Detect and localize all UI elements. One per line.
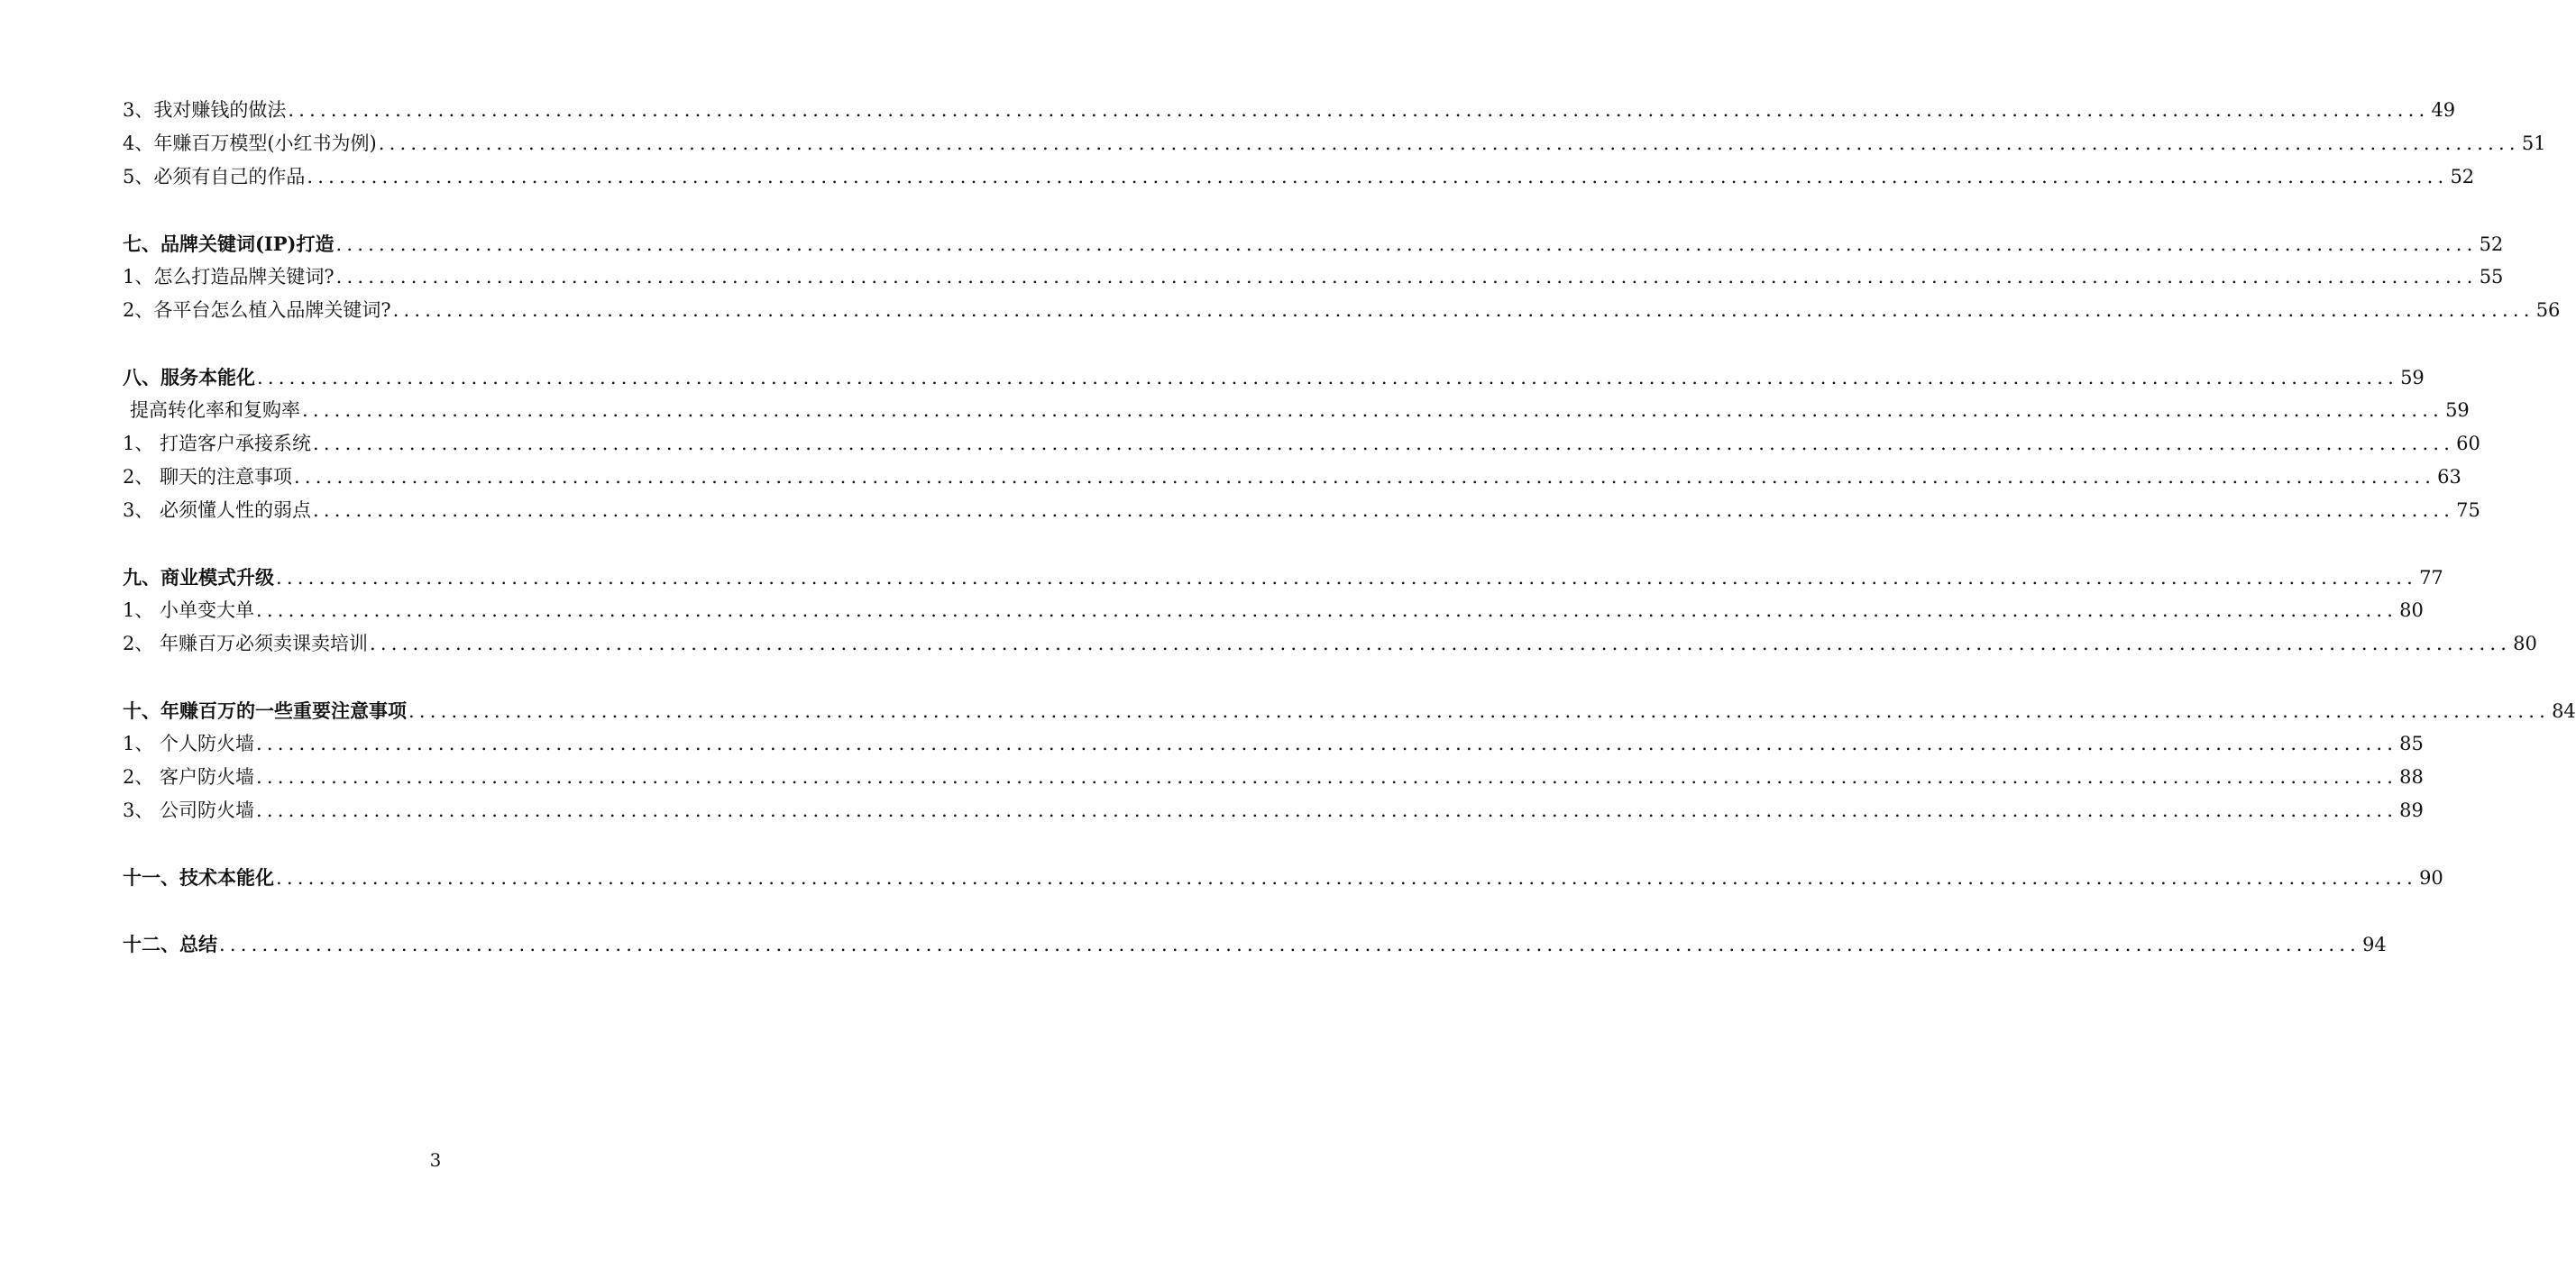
toc-entry-page: 63 (2437, 466, 2461, 488)
toc-entry-page: 52 (2450, 166, 2475, 187)
toc-subentry[interactable] (123, 461, 2461, 494)
toc-entry-page: 59 (2400, 367, 2425, 388)
toc-leader-dots: ........................................................................................................................................................................................................ (307, 166, 2449, 187)
toc-subentry[interactable] (123, 594, 2424, 627)
toc-entry-page: 85 (2399, 733, 2424, 754)
toc-leader-dots: ........................................................................................................................................................................................................ (335, 266, 2478, 288)
page-number: 3 (429, 1149, 442, 1171)
toc-chapter-entry[interactable] (123, 861, 2443, 894)
toc-entry-page: 89 (2399, 799, 2424, 821)
toc-subentry[interactable] (123, 794, 2424, 827)
toc-leader-dots: ........................................................................................................................................................................................................ (276, 567, 2418, 589)
toc-leader-dots: ........................................................................................................................................................................................................ (408, 700, 2551, 722)
toc-entry-page: 49 (2431, 99, 2456, 121)
table-of-contents (123, 94, 2576, 994)
toc-entry-label: 5、必须有自己的作品 (123, 166, 306, 187)
toc-leader-dots: ........................................................................................................................................................................................................ (392, 299, 2535, 321)
toc-section (123, 694, 2576, 827)
toc-subentry[interactable] (123, 160, 2475, 194)
toc-leader-dots: ........................................................................................................................................................................................................ (256, 766, 2398, 788)
toc-entry-label: 3、 必须懂人性的弱点 (123, 499, 312, 521)
toc-entry-page: 59 (2445, 399, 2470, 421)
toc-subentry[interactable] (123, 761, 2424, 794)
toc-entry-page: 94 (2362, 934, 2387, 955)
toc-entry-label: 2、 客户防火墙 (123, 766, 255, 788)
toc-entry-label: 十二、总结 (123, 933, 217, 955)
toc-leader-dots: ........................................................................................................................................................................................................ (257, 367, 2399, 388)
toc-subentry[interactable] (123, 127, 2546, 160)
toc-entry-label: 1、 个人防火墙 (123, 733, 255, 754)
toc-entry-page: 80 (2399, 599, 2424, 621)
toc-leader-dots: ........................................................................................................................................................................................................ (219, 934, 2361, 955)
toc-entry-label: 1、怎么打造品牌关键词? (123, 266, 335, 288)
toc-section (123, 927, 2387, 961)
toc-entry-label: 3、 公司防火墙 (123, 799, 255, 821)
toc-entry-page: 80 (2513, 633, 2537, 654)
toc-subentry[interactable] (123, 627, 2537, 661)
toc-section (123, 94, 2546, 194)
toc-leader-dots: ........................................................................................................................................................................................................ (256, 733, 2398, 754)
toc-chapter-entry[interactable] (123, 694, 2576, 727)
toc-entry-label: 2、 年赚百万必须卖课卖培训 (123, 633, 369, 654)
toc-section (123, 361, 2480, 527)
toc-subentry[interactable] (123, 727, 2424, 761)
toc-leader-dots: ........................................................................................................................................................................................................ (370, 633, 2512, 654)
toc-leader-dots: ........................................................................................................................................................................................................ (294, 466, 2436, 488)
toc-entry-label: 4、年赚百万模型(小红书为例) (123, 132, 377, 154)
toc-entry-label: 八、服务本能化 (123, 366, 255, 388)
toc-entry-page: 84 (2552, 700, 2576, 722)
toc-entry-page: 56 (2535, 299, 2561, 321)
toc-entry-label: 九、商业模式升级 (123, 566, 274, 589)
toc-entry-label: 提高转化率和复购率 (130, 399, 300, 421)
toc-entry-page: 88 (2399, 766, 2424, 788)
toc-entry-page: 60 (2456, 433, 2480, 454)
toc-chapter-entry[interactable] (123, 927, 2387, 961)
toc-subentry[interactable] (123, 427, 2480, 461)
toc-subentry[interactable] (123, 394, 2470, 427)
toc-entry-label: 3、我对赚钱的做法 (123, 99, 287, 121)
toc-leader-dots: ........................................................................................................................................................................................................ (313, 499, 2455, 521)
toc-leader-dots: ........................................................................................................................................................................................................ (288, 99, 2430, 121)
toc-entry-page: 55 (2479, 266, 2504, 288)
toc-chapter-entry[interactable] (123, 361, 2425, 394)
toc-chapter-entry[interactable] (123, 561, 2443, 594)
toc-subentry[interactable] (123, 294, 2561, 327)
toc-leader-dots: ........................................................................................................................................................................................................ (335, 233, 2478, 255)
toc-leader-dots: ........................................................................................................................................................................................................ (302, 399, 2444, 421)
toc-entry-label: 2、 聊天的注意事项 (123, 466, 293, 488)
toc-entry-page: 90 (2419, 867, 2443, 889)
toc-section (123, 227, 2561, 327)
toc-entry-label: 十一、技术本能化 (123, 866, 274, 889)
toc-subentry[interactable] (123, 494, 2480, 527)
toc-entry-label: 七、品牌关键词(IP)打造 (123, 233, 335, 255)
toc-leader-dots: ........................................................................................................................................................................................................ (276, 867, 2418, 889)
toc-entry-label: 1、 打造客户承接系统 (123, 433, 312, 454)
toc-leader-dots: ........................................................................................................................................................................................................ (378, 132, 2520, 154)
toc-leader-dots: ........................................................................................................................................................................................................ (256, 599, 2398, 621)
toc-entry-page: 77 (2419, 567, 2443, 589)
toc-entry-label: 十、年赚百万的一些重要注意事项 (123, 699, 407, 722)
toc-leader-dots: ........................................................................................................................................................................................................ (313, 433, 2455, 454)
toc-section (123, 861, 2443, 894)
toc-entry-label: 2、各平台怎么植入品牌关键词? (123, 299, 391, 321)
toc-entry-page: 52 (2479, 233, 2504, 255)
toc-chapter-entry[interactable] (123, 227, 2504, 260)
toc-subentry[interactable] (123, 260, 2504, 294)
toc-entry-page: 75 (2456, 499, 2480, 521)
toc-subentry[interactable] (123, 94, 2456, 127)
toc-leader-dots: ........................................................................................................................................................................................................ (256, 799, 2398, 821)
toc-entry-label: 1、 小单变大单 (123, 599, 255, 621)
toc-section (123, 561, 2537, 661)
toc-entry-page: 51 (2521, 132, 2546, 154)
